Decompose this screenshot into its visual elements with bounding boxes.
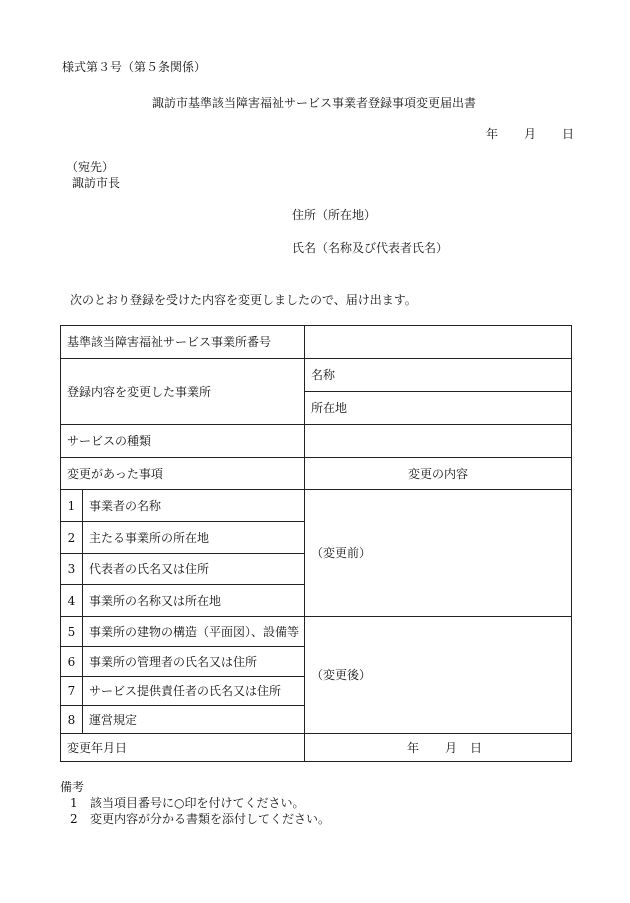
item-number[interactable]: 4 (61, 585, 83, 617)
item-number[interactable]: 6 (61, 647, 83, 677)
submission-date (486, 127, 574, 141)
document-title: 諏訪市基準該当障害福祉サービス事業者登録事項変更届出書 (152, 96, 477, 110)
addressee-name: 諏訪市長 (72, 176, 121, 190)
after-change-label: （変更後） (311, 668, 372, 682)
applicant-name-label: 氏名（名称及び代表者氏名） (292, 241, 449, 255)
office-name-field[interactable] (305, 359, 572, 392)
change-date-day: 日 (470, 740, 483, 755)
office-number-label: 基準該当障害福祉サービス事業所番号 (61, 326, 305, 359)
item-number[interactable]: 7 (61, 677, 83, 706)
service-type-label: サービスの種類 (61, 425, 305, 458)
item-label: 事業者の名称 (83, 490, 305, 522)
changed-items-header: 変更があった事項 (61, 458, 305, 490)
office-location-label: 所在地 (311, 401, 348, 415)
item-number[interactable]: 3 (61, 554, 83, 585)
note-text: 変更内容が分かる書類を添付してください。 (90, 812, 331, 826)
note-text: 該当項目番号に○印を付けてください。 (90, 796, 305, 810)
notes-section (60, 779, 330, 827)
before-change-label: （変更前） (311, 546, 372, 560)
intro-text: 次のとおり登録を受けた内容を変更しましたので、届け出ます。 (70, 293, 417, 307)
item-label: 運営規定 (83, 706, 305, 734)
change-form-table (60, 325, 572, 762)
note-number: 2 (70, 812, 78, 826)
item-label: 事業所の建物の構造（平面図）、設備等 (83, 617, 305, 647)
before-change-field[interactable] (305, 490, 572, 617)
item-number[interactable]: 5 (61, 617, 83, 647)
item-label: 主たる事業所の所在地 (83, 522, 305, 554)
item-label: 事業所の名称又は所在地 (83, 585, 305, 617)
change-date-year: 年 (406, 740, 419, 755)
form-number: 様式第３号（第５条関係） (62, 60, 207, 74)
service-type-field[interactable] (305, 425, 572, 458)
notes-title: 備考 (60, 780, 85, 794)
after-change-field[interactable] (305, 617, 572, 734)
note-item (60, 795, 330, 811)
change-date-field[interactable] (305, 734, 572, 762)
item-number[interactable]: 2 (61, 522, 83, 554)
change-date-month: 月 (444, 740, 457, 755)
applicant-address-label: 住所（所在地） (292, 208, 377, 222)
office-location-field[interactable] (305, 392, 572, 425)
item-label: 代表者の氏名又は住所 (83, 554, 305, 585)
item-label: サービス提供責任者の氏名又は住所 (83, 677, 305, 706)
changed-office-label: 登録内容を変更した事業所 (61, 359, 305, 425)
date-day: 日 (562, 127, 575, 141)
note-number: 1 (70, 796, 78, 810)
item-label: 事業所の管理者の氏名又は住所 (83, 647, 305, 677)
item-number[interactable]: 8 (61, 706, 83, 734)
addressee-label: （宛先） (66, 160, 115, 174)
office-number-field[interactable] (305, 326, 572, 359)
note-item (60, 811, 330, 827)
date-year: 年 (486, 127, 499, 141)
office-name-label: 名称 (311, 368, 336, 382)
change-content-header: 変更の内容 (305, 458, 572, 490)
date-month: 月 (524, 127, 537, 141)
item-number[interactable]: 1 (61, 490, 83, 522)
change-date-label: 変更年月日 (61, 734, 305, 762)
